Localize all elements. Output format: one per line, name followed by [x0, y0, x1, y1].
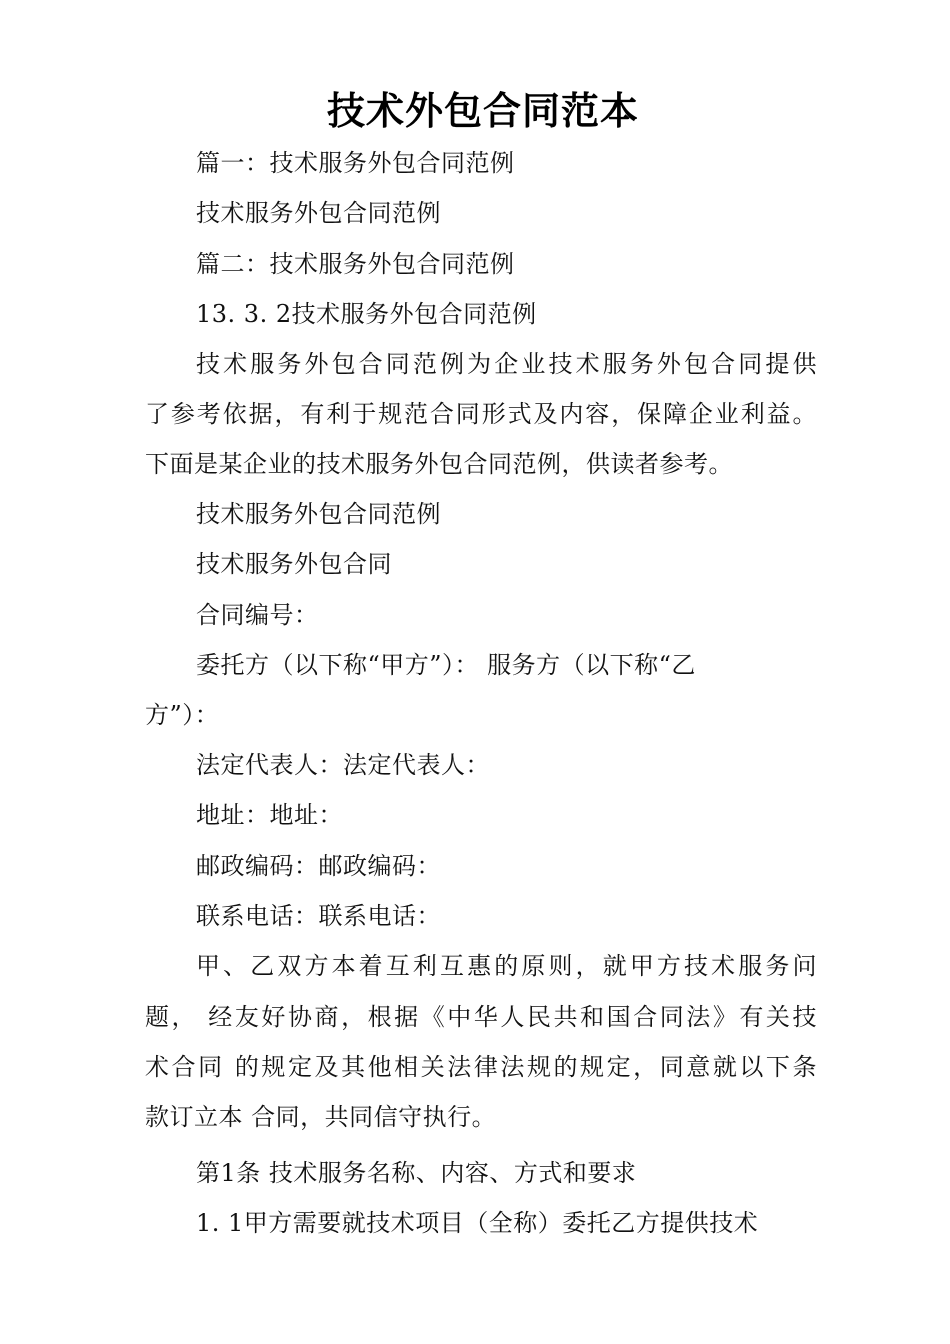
text-line: 联系电话：联系电话： — [196, 902, 441, 930]
text-line: 邮政编码：邮政编码： — [196, 852, 441, 880]
text-line: 第1条 技术服务名称、内容、方式和要求 — [196, 1159, 637, 1187]
text-line: 款订立本 合同，共同信守执行。 — [145, 1103, 497, 1131]
text-line: 甲、乙双方本着互利互惠的原则，就甲方技术服务问 — [196, 952, 817, 980]
text-line: 篇一：技术服务外包合同范例 — [196, 149, 515, 177]
text-line: 篇二：技术服务外包合同范例 — [196, 250, 515, 278]
text-line: 了参考依据，有利于规范合同形式及内容，保障企业利益。 — [145, 400, 817, 428]
text-line: 技术服务外包合同范例 — [196, 500, 441, 528]
text-line: 术合同 的规定及其他相关法律法规的规定，同意就以下条 — [145, 1053, 817, 1081]
text-line: 委托方（以下称“甲方”）： 服务方（以下称“乙 — [196, 651, 696, 679]
text-line: 13. 3. 2技术服务外包合同范例 — [196, 300, 537, 328]
text-line: 题， 经友好协商，根据《中华人民共和国合同法》有关技 — [145, 1003, 817, 1031]
text-line: 地址：地址： — [196, 801, 343, 829]
text-line: 下面是某企业的技术服务外包合同范例，供读者参考。 — [145, 450, 733, 478]
text-line: 法定代表人：法定代表人： — [196, 751, 490, 779]
text-line: 技术服务外包合同范例为企业技术服务外包合同提供 — [196, 350, 817, 378]
text-line: 1. 1甲方需要就技术项目（全称）委托乙方提供技术 — [196, 1209, 759, 1237]
text-line: 技术服务外包合同范例 — [196, 199, 441, 227]
document-title: 技术外包合同范本 — [326, 89, 639, 133]
text-line: 方”）： — [145, 701, 220, 729]
text-line: 合同编号： — [196, 601, 319, 629]
text-line: 技术服务外包合同 — [196, 550, 392, 578]
